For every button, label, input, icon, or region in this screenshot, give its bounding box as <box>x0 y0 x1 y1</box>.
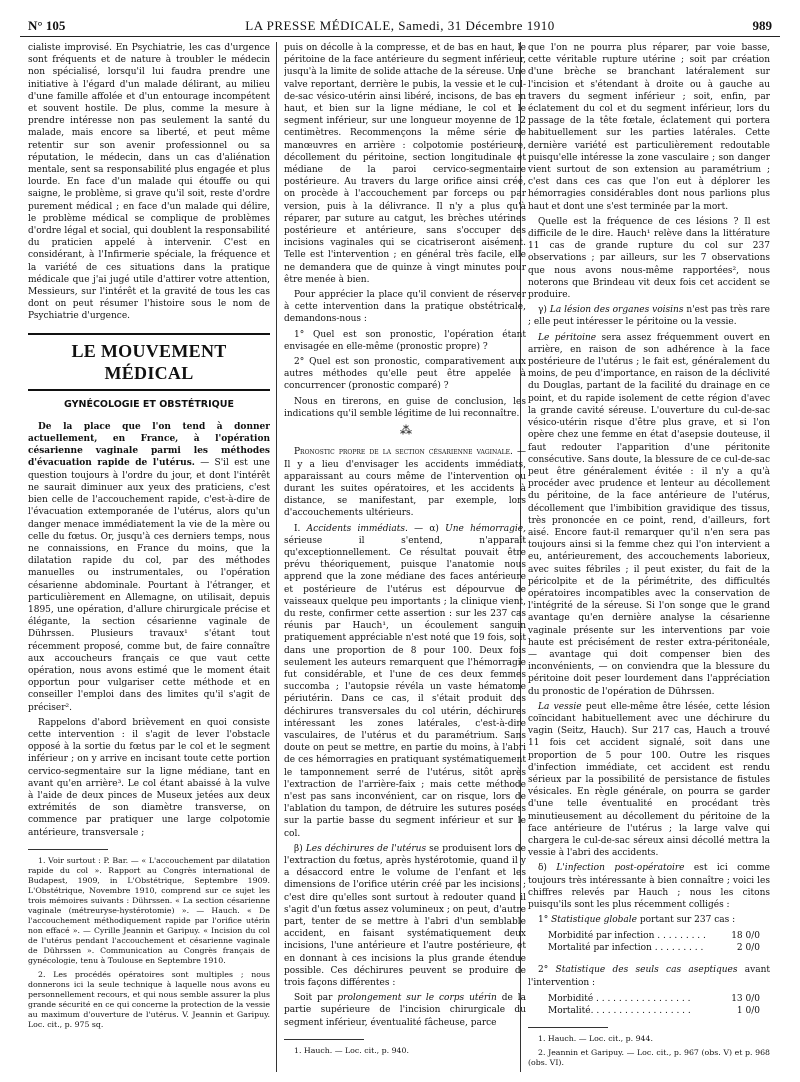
paragraph: γ) La lésion des organes voisins n'est pas très rare ; elle peut intéresser le péritoine ou la vessie. <box>528 305 770 328</box>
asterism-divider: ⁂ <box>400 423 410 438</box>
table-row: Morbidité . . . . . . . . . . . . . . . . . 13 0/0 <box>548 993 760 1004</box>
paragraph: 1° Quel est son pronostic, l'opération étant envisagée en elle-même (pronostic propre) ? <box>284 329 526 352</box>
footnote: 1. Hauch. — Loc. cit., p. 944. <box>538 1033 653 1043</box>
header-rule <box>20 36 780 37</box>
column-1 <box>28 42 270 1072</box>
paragraph: Le péritoine sera assez fréquemment ouvert en arrière, en raison de son adhérence à la face postérieure de l'utérus ; le fait est, généralement du moins, de peu d'importance, en raison de la déclivité du Douglas, partant de la facilité du drainage en ce point, et du rapide isolement de cette région d'avec la grande cavité séreuse. L'ouverture du cul-de-sac vésico-utérin risque d'être plus grave, et si l'on opère chez une femme en état d'asepsie douteuse, il faut redouter l'apparition d'une péritonite consécutive. Sans doute, la blessure de ce cul-de-sac peut être généralement évitée : il n'y a qu'à procéder avec prudence et lenteur au décollement du péritoine, de la face antérieure de l'utérus, décollement que l'imbibition gravidique des tissus, très prononcée en ce point, rend, d'ailleurs, fort aisé. Encore faut-il remarquer qu'il n'en sera pas toujours ainsi si la femme chez qui l'on intervient a eu, antérieurement, des accouchements laborieux, avec suites fébriles ; il peut exister, du fait de la péricolpite et de la périmétrite, des difficultés opératoires incompatibles avec la conservation de l'intégrité de la séreuse. Si l'on songe que le grand avantage qu'en dernière analyse la césarienne vaginale présente sur les interventions par voie haute est précisément de rester extra-péritonéale, — avantage qui doit compenser bien des inconvénients, — on conviendra que la blessure du péritoine doit peser lourdement dans l'appréciation du pronostic de l'opération de Dührssen. <box>528 332 770 697</box>
column-3 <box>528 42 770 1072</box>
journal-title: LA PRESSE MÉDICALE, Samedi, 31 Décembre 1910 <box>245 18 555 33</box>
paragraph: Pour apprécier la place qu'il convient de réserver à cette intervention dans la pratique obstétricale, demandons-nous : <box>284 290 526 325</box>
issue-number: N° 105 <box>28 18 66 33</box>
table-row: Morbidité par infection . . . . . . . . . 18 0/0 <box>548 931 760 942</box>
table-row: Mortalité par infection . . . . . . . . . 2 0/0 <box>548 943 760 954</box>
page-number: 989 <box>752 18 772 33</box>
newspaper-page <box>20 16 780 1074</box>
table-row: Mortalité. . . . . . . . . . . . . . . . . . 1 0/0 <box>548 1005 760 1016</box>
section-subhead: GYNÉCOLOGIE ET OBSTÉTRIQUE <box>64 398 234 410</box>
paragraph: I. Accidents immédiats. — α) Une hémorragie, sérieuse il s'entend, n'apparaît qu'exceptionnellement. Ce résultat pouvait être prévu théoriquement, puisque l'anatomie nous apprend que la zone médiane des faces antérieure et postérieure de l'utérus est dépourvue de vaisseaux quelque peu importants ; la clinique vient, du reste, confirmer cette assertion : sur les 237 cas réunis par Hauch¹, un écoulement sanguin pratiquement appréciable n'est noté que 19 fois, soit dans une proportion de 8 pour 100. Deux fois seulement les auteurs remarquent que l'hémorragie fut considérable, et l'une de ces deux femmes succomba ; l'autopsie révéla un vaste hématome périutérin. Dans ce cas, il s'était produit des déchirures transversales du col utérin, déchirures intéressant les zones latérales, c'est-à-dire vasculaires, de l'utérus et du paramétrium. Sans doute on peut se mettre, en partie du moins, à l'abri de ces hémorragies en pratiquant systématiquement le tamponnement serré de l'utérus, sitôt après l'extraction de l'arrière-faix ; mais cette méthode n'est pas sans inconvénient, car on risque, lors de l'ablation du tampon, de détruire les sutures posées sur la partie basse du segment inférieur et sur le col. <box>284 523 526 839</box>
subsection-heading: Pronostic propre de la section césarienne vaginale. <box>294 447 513 458</box>
column-2 <box>284 42 526 1072</box>
footnote-separator <box>528 1027 608 1028</box>
paragraph: que l'on ne pourra plus réparer, par voie basse, cette véritable rupture utérine ; soit par création d'une brèche se branchant latéralement sur l'incision et s'étendant à droite ou à gauche au travers du segment inférieur ; soit, enfin, par éclatement du col et du segment inférieur, lors du passage de la tête fœtale, éclatement qui portera habituellement sur les parties latérales. Cette dernière variété est particulièrement redoutable puisqu'elle intéresse la zone vasculaire ; son danger vient surtout de son extension au paramétrium ; c'est dans ces cas que l'on eut à déplorer les hémorragies considérables dont nous parlions plus haut et dont une s'est terminée par la mort. <box>528 43 770 212</box>
paragraph: De la place que l'on tend à donner actuellement, en France, à l'opération césarienne vaginale parmi les méthodes d'évacuation rapide de l'utérus. — S'il est une question toujours à l'ordre du jour, et dont l'intérêt ne saurait diminuer aux yeux des praticiens, c'est bien celle de l'accouchement rapide, c'est-à-dire de l'évacuation extemporanée de l'utérus, alors qu'un danger menace immédiatement la vie de la mère ou celle du fœtus. Or, jusqu'à ces derniers temps, nous ne connaissions, en France du moins, que la dilatation rapide du col, par des méthodes manuelles ou instrumentales, ou l'opération césarienne abdominale. Pourtant à l'étranger, et particulièrement en Allemagne, on utilisait, depuis 1895, une opération, d'allure chirurgicale précise et élégante, la section césarienne vaginale de Dührssen. Plusieurs travaux¹ s'étant tout récemment proposé, comme but, de faire connaître aux accoucheurs français ce que vaut cette opération, nous avons estimé que le moment était opportun pour vulgariser cette méthode et en conseiller l'emploi dans des limites qu'il s'agit de préciser². <box>28 421 270 713</box>
article-lead: De la place que l'on tend à donner actuellement, en France, à l'opération césarienne vaginale parmi les méthodes d'évacuation rapide de l'utérus. <box>28 421 270 469</box>
footnote: 2. Les procédés opératoires sont multiples ; nous donnerons ici la seule technique à laquelle nous avons eu personnellement recours, et qui nous semble assurer la plus grande sécurité en ce qui concerne la protection de la vessie au maximum d'ouverture de l'utérus. V. Jeannin et Garipuy. Loc. cit., p. 975 sq. <box>28 969 270 1029</box>
section-title: LE MOUVEMENT MÉDICAL <box>28 333 270 391</box>
footnote: 2. Jeannin et Garipuy. — Loc. cit., p. 967 (obs. V) et p. 968 (obs. VI). <box>528 1047 770 1067</box>
paragraph: Nous en tirerons, en guise de conclusion, les indications qu'il semble légitime de lui reconnaître. <box>284 396 526 419</box>
footnote: 1. Voir surtout : P. Bar. — « L'accouchement par dilatation rapide du col ». Rapport au Congrès international de Budapest, 1909, in L'Obstétrique, Septembre 1909. L'Obstétrique, Novembre 1910, comprend sur ce sujet les trois mémoires suivants : Dührssen. « La section césarienne vaginale (métreuryse-hystérotomie) ». — Hauch. « De l'accouchement méthodiquement rapide par l'orifice utérin non effacé ». — Cyrille Jeannin et Garipuy. « Incision du col de l'utérus pendant l'accouchement et césarienne vaginale de Dührssen ». Communication au Congrès français de gynécologie, tenu à Toulouse en Septembre 1910. <box>28 855 270 965</box>
column-divider <box>276 42 277 1072</box>
paragraph: Pronostic propre de la section césarienne vaginale. — Il y a lieu d'envisager les accidents immédiats, apparaissant au cours même de l'intervention ou durant les suites opératoires, et les accidents à distance, se manifestant, par exemple, lors d'accouchements ultérieurs. <box>284 447 526 519</box>
statistics-table-aseptic <box>548 993 770 1017</box>
statistics-table-global <box>548 930 770 954</box>
paragraph: δ) L'infection post-opératoire est ici comme toujours très intéressante à bien connaître ; voici les chiffres relevés par Hauch ; nous les citons puisqu'ils sont les plus récemment colligés : <box>528 863 770 911</box>
paragraph: Soit par prolongement sur le corps utérin de la partie supérieure de l'incision chirurgicale du segment inférieur, éventualité fâcheuse, parce <box>284 993 526 1028</box>
paragraph: 2° Statistique des seuls cas aseptiques avant l'intervention : <box>528 965 770 988</box>
paragraph: puis on décolle à la compresse, et de bas en haut, le péritoine de la face antérieure du segment inférieur, jusqu'à la limite de solide attache de la séreuse. Une valve reportant, derrière le pubis, la vessie et le cul-de-sac vésico-utérin ainsi libéré, incisons, de bas en haut, et bien sur la ligne médiane, le col et le segment inférieur, sur une longueur moyenne de 12 centimètres. Recommençons la même série de manœuvres en arrière : colpotomie postérieure, décollement du péritoine, section longitudinale et médiane de la paroi cervico-segmentaire postérieure. Au travers du large orifice ainsi créé, on procède à l'accouchement par forceps ou par version, puis à la délivrance. Il n'y a plus qu'à réparer, par suture au catgut, les brèches utérines postérieure et antérieure, sans s'occuper des incisions vaginales qui se cicatriseront aisément. Telle est l'intervention ; en général très facile, elle ne demandera que de quinze à vingt minutes pour être menée à bien. <box>284 43 526 285</box>
paragraph: Quelle est la fréquence de ces lésions ? Il est difficile de le dire. Hauch¹ relève dans la littérature 11 cas de grande rupture du col sur 237 observations ; par ailleurs, sur les 7 observations que nous avons nous-même rapportées², nous noterons que Brindeau vit deux fois cet accident se produire. <box>528 216 770 301</box>
paragraph: 2° Quel est son pronostic, comparativement aux autres méthodes qu'elle peut être appelée à concurrencer (pronostic comparé) ? <box>284 357 526 392</box>
paragraph: β) Les déchirures de l'utérus se produisent lors de l'extraction du fœtus, après hystérotomie, quand il y a désaccord entre le volume de l'enfant et les dimensions de l'orifice utérin créé par les incisions ; c'est dire qu'elles sont surtout à redouter quand il s'agit d'un fœtus assez volumineux ; on peut, d'autre part, tenter de se mettre à l'abri d'un semblable accident, en faisant systématiquement deux incisions, l'une antérieure et l'autre postérieure, et en donnant à ces incisions la plus grande étendue possible. Ces déchirures peuvent se produire de trois façons différentes : <box>284 843 526 989</box>
footnote-separator <box>284 1039 364 1040</box>
paragraph: Rappelons d'abord brièvement en quoi consiste cette intervention : il s'agit de lever l'obstacle opposé à la sortie du fœtus par le col et le segment inférieur ; on y arrive en incisant toute cette portion cervico-segmentaire sur la ligne médiane, tant en avant qu'en arrière³. Le col étant abaissé à la vulve à l'aide de deux pinces de Museux jetées aux deux extrémités de son diamètre transverse, on commence par pratiquer une large colpotomie antérieure, transversale ; <box>28 717 270 838</box>
paragraph: cialiste improvisé. En Psychiatrie, les cas d'urgence sont fréquents et de nature à troubler le médecin non spécialisé, lorsqu'il lui faudra prendre une initiative à l'égard d'un malade délirant, au milieu d'une famille affolée et d'un entourage incompétent et souvent hostile. De plus, comme la mesure à prendre intéresse non pas seulement la santé du malade, mais encore sa liberté, et peut même retentir sur son avenir professionnel ou sa réputation, le médecin, dans un cas d'aliénation mentale, sent sa responsabilité plus engagée et plus lourde. En face d'un malade qui étouffe ou qui saigne, le problème, si grave qu'il soit, reste d'ordre purement médical ; en face d'un malade qui délire, le problème médical se complique de problèmes d'ordre légal et social, qui doublent la responsabilité du praticien appelé à intervenir. C'est en considérant, à l'Infirmerie spéciale, la fréquence et la variété de ces situations dans la pratique médicale que j'ai jugé utile d'attirer votre attention, Messieurs, sur l'intérêt et la gravité de tous les cas dont on peut résumer l'histoire sous le nom de Psychiatrie d'urgence. <box>28 43 270 322</box>
page-header <box>20 16 780 38</box>
footnote-separator <box>28 849 108 850</box>
paragraph: 1° Statistique globale portant sur 237 cas : <box>538 915 736 926</box>
paragraph: La vessie peut elle-même être lésée, cette lésion coïncidant habituellement avec une déchirure du vagin (Seitz, Hauch). Sur 217 cas, Hauch a trouvé 11 fois cet accident signalé, soit dans une proportion de 5 pour 100. Outre les risques d'infection immédiate, cet accident est rendu sérieux par la possibilité de persistance de fistules vésicales. En règle générale, on pourra se garder d'une telle éventualité en procédant très minutieusement au décollement du péritoine de la face antérieure de l'utérus ; la large valve qui chargera le cul-de-sac séreux ainsi décollé mettra la vessie à l'abri des accidents. <box>528 701 770 859</box>
footnote: 1. Hauch. — Loc. cit., p. 940. <box>294 1045 409 1055</box>
